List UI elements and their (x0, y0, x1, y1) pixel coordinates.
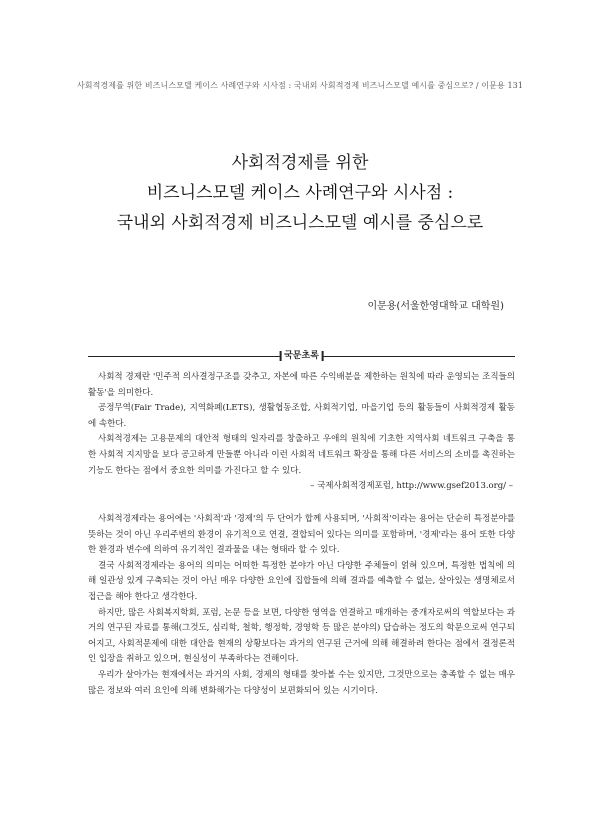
abstract-label: 국문초록 (279, 349, 324, 363)
abstract-paragraph: 사회적 경제란 '민주적 의사결정구조를 갖추고, 자본에 따른 수익배분을 제한하는 원칙에 따라 운영되는 조직들의 활동'을 의미한다. (88, 372, 515, 398)
abstract-divider (88, 349, 515, 363)
body-paragraph: 우리가 살아가는 현재에서는 과거의 사회, 경제의 형태를 찾아볼 수는 있지만, 그것만으로는 충족할 수 없는 매우 많은 정보와 여러 요인에 의해 변화해가는 다양성이 보편화되어 있는 시기이다. (88, 669, 515, 696)
body-paragraph: 하지만, 많은 사회복지학회, 포럼, 논문 등을 보면, 다양한 영역을 연결하고 매개하는 중개자로써의 역할보다는 과거의 연구된 자료를 통해(그것도, 심리학, 철학, 행정학, 경영학 등 많은 분야의) 답습하는 정도의 학문으로써 연구되어지고, 사회적문제에 대한 대안을 현재의 상황보다는 과거의 연구된 근거에 의해 해결하려 한다는 점에서 결정론적인 입장을 취하고 있으며, 현실성이 부족하다는 견해이다. (88, 607, 515, 665)
running-header: 사회적경제를 위한 비즈니스모델 케이스 사례연구와 시사점 : 국내외 사회적경제 비즈니스모델 예시를 중심으로? / 이문용 131 (76, 81, 524, 90)
author-affiliation: 이문용(서울한영대학교 대학원) (367, 301, 504, 312)
title-line-1: 사회적경제를 위한 (231, 153, 369, 173)
body-section (88, 512, 515, 699)
body-paragraph: 결국 사회적경제라는 용어의 의미는 어떠한 특정한 분야가 아닌 다양한 주체들이 얽혀 있으며, 특정한 법칙에 의해 일관성 있게 구축되는 것이 아닌 매우 다양한 요인에 집합들에 의해 결과를 예측할 수 없는, 살아있는 생명체로서 접근을 해야 한다고 생각한다. (88, 560, 515, 602)
abstract-paragraph: 사회적경제는 고용문제의 대안적 형태의 일자리를 창출하고 우애의 원칙에 기초한 지역사회 네트워크 구축을 통한 사회적 지지망을 보다 공고하게 만들뿐 아니라 이런 사회적 네트워크 확장을 통해 다른 서비스의 소비를 촉진하는 기능도 한다는 점에서 중요한 의미를 가진다고 할 수 있다. (88, 434, 515, 476)
title-line-2: 비즈니스모델 케이스 사례연구와 시사점 : (146, 183, 454, 203)
body-paragraph: 사회적경제라는 용어에는 '사회적'과 '경제'의 두 단어가 합께 사용되며, '사회적'이라는 용어는 단순히 특정분야를 뜻하는 것이 아닌 우리주변의 환경이 유기적으로 연결, 결합되어 있다는 의미를 포함하며, '경제'라는 용어 또한 다양한 환경과 변수에 의하여 유기적인 결과물을 내는 형태라 할 수 있다. (88, 514, 515, 556)
abstract-paragraph: 공정무역(Fair Trade), 지역화폐(LETS), 생활협동조합, 사회적기업, 마을기업 등의 활동들이 사회적경제 활동에 속한다. (88, 403, 515, 429)
abstract-source: – 국제사회적경제포럼, http://www.gsef2013.org/ – (310, 481, 513, 492)
title-line-3: 국내외 사회적경제 비즈니스모델 예시를 중심으로 (116, 213, 484, 233)
abstract-section (88, 370, 515, 495)
article-title (0, 148, 600, 238)
